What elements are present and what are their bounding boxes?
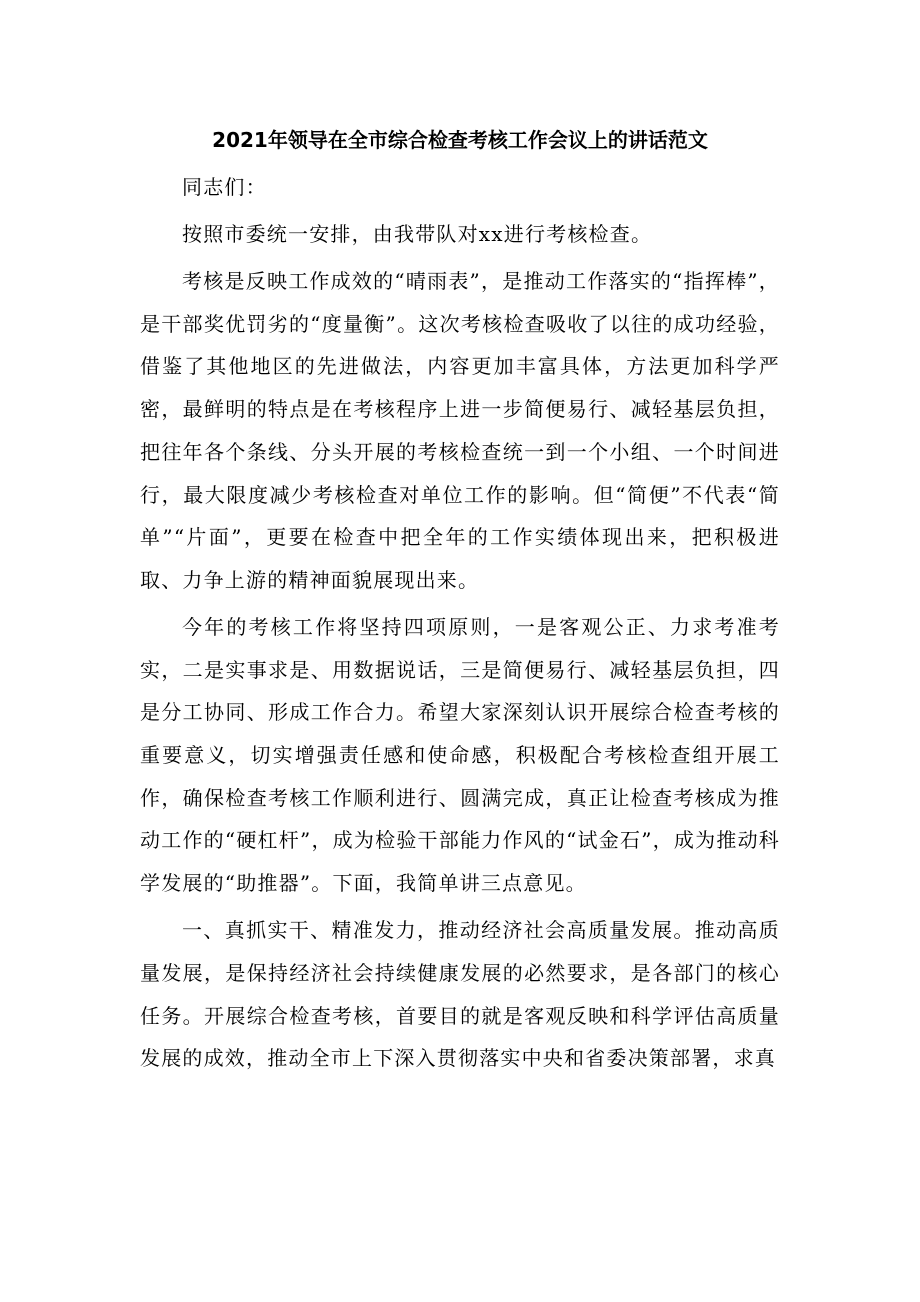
paragraph-1: 按照市委统一安排，由我带队对xx进行考核检查。 [182,222,653,246]
paragraph-4: 一、真抓实干、精准发力，推动经济社会高质量发展。推动高质量发展，是保持经济社会持续健康发展的必然要求，是各部门的核心任务。开展综合检查考核，首要目的就是客观反映和科学评估高质量发展的成效，推动全市上下深入贯彻落实中央和省委决策部署，求真 [140,918,780,1071]
document-title: 2021年领导在全市综合检查考核工作会议上的讲话范文 [212,128,708,152]
paragraph-3: 今年的考核工作将坚持四项原则，一是客观公正、力求考准考实，二是实事求是、用数据说话，三是简便易行、减轻基层负担，四是分工协同、形成工作合力。希望大家深刻认识开展综合检查考核的重要意义，切实增强责任感和使命感，积极配合考核检查组开展工作，确保检查考核工作顺利进行、圆满完成，真正让检查考核成为推动工作的“硬杠杆”，成为检验干部能力作风的“试金石”，成为推动科学发展的“助推器”。下面，我简单讲三点意见。 [140,614,780,896]
salutation: 同志们： [182,175,267,199]
document-body [140,166,780,1084]
paragraph-2: 考核是反映工作成效的“晴雨表”，是推动工作落实的“指挥棒”，是干部奖优罚劣的“度量衡”。这次考核检查吸收了以往的成功经验，借鉴了其他地区的先进做法，内容更加丰富具体，方法更加科学严密，最鲜明的特点是在考核程序上进一步简便易行、减轻基层负担，把往年各个条线、分头开展的考核检查统一到一个小组、一个时间进行，最大限度减少考核检查对单位工作的影响。但“简便”不代表“简单”“片面”，更要在检查中把全年的工作实绩体现出来，把积极进取、力争上游的精神面貌展现出来。 [140,269,780,592]
